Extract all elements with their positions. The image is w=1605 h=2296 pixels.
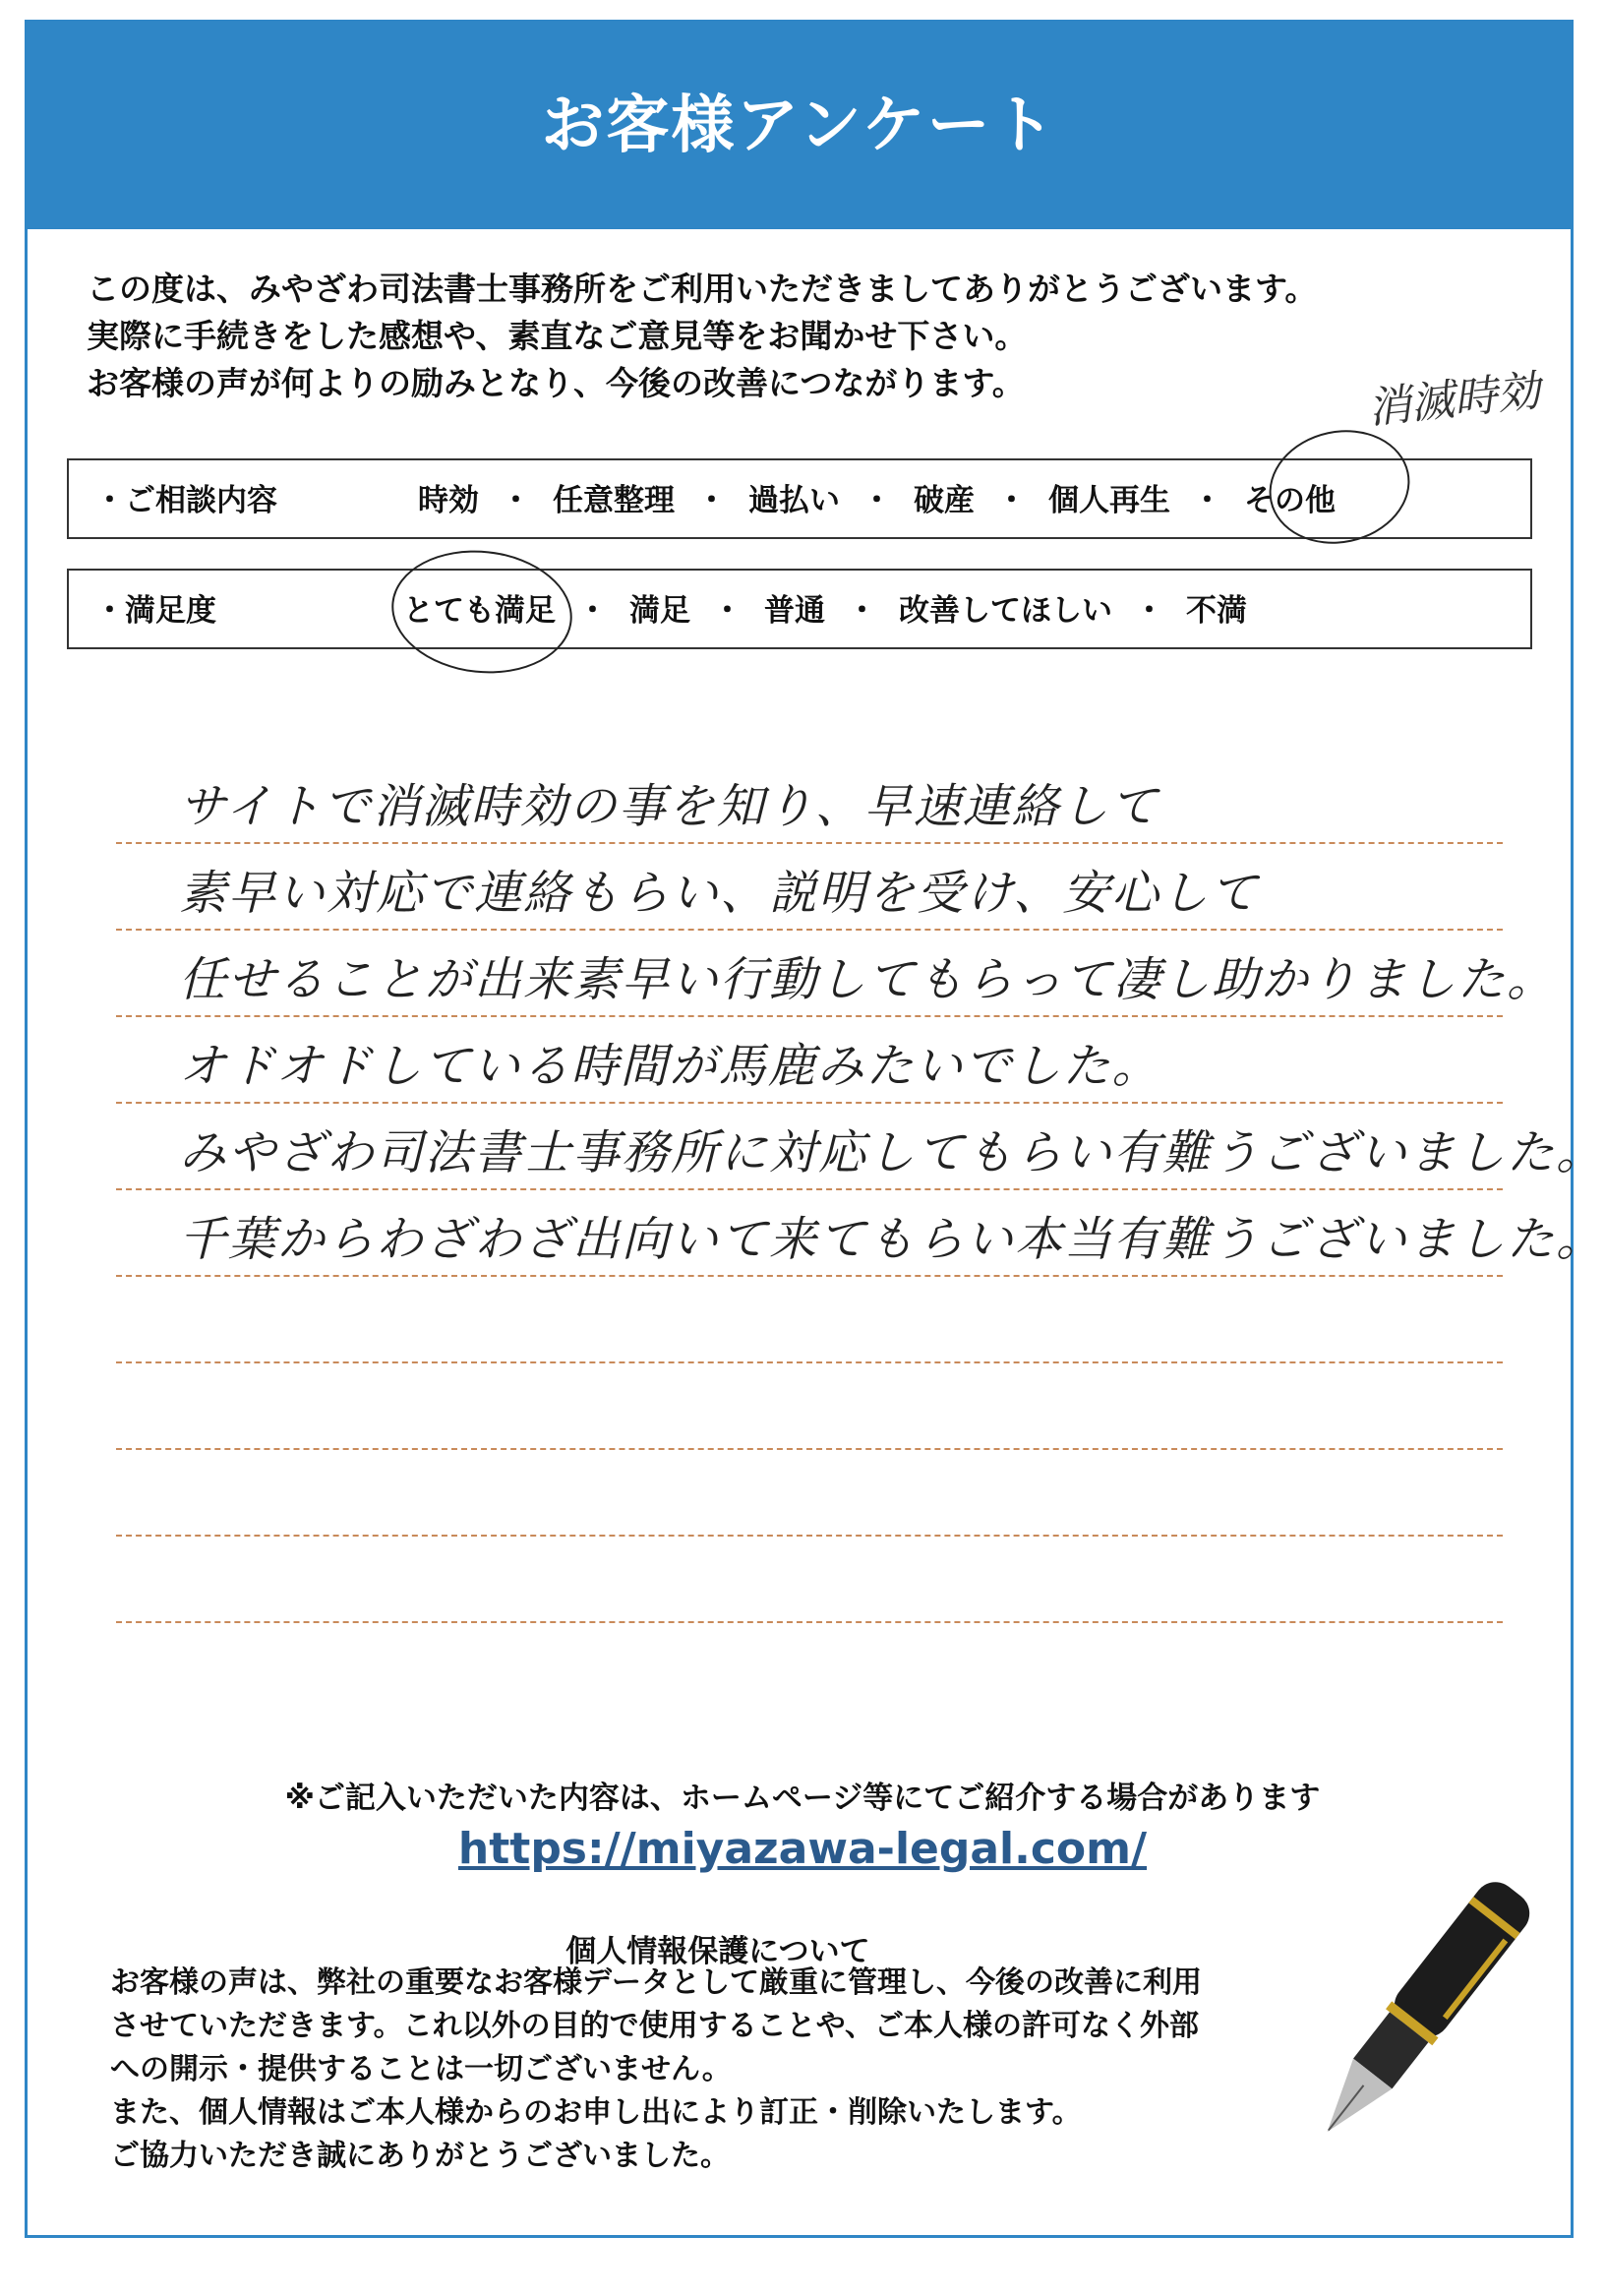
privacy-title: 個人情報保護について [565, 1934, 870, 1969]
consult-label: ・ご相談内容 [94, 483, 277, 518]
privacy-line: また、個人情報はご本人様からのお申し出により訂正・削除いたします。 [110, 2095, 1082, 2130]
satisfaction-option-want-improvement[interactable]: 改善してほしい [899, 593, 1112, 629]
comment-line [116, 1277, 1503, 1363]
privacy-line: への開示・提供することは一切ございません。 [110, 2052, 732, 2086]
handwritten-comment: 千葉からわざわざ出向いて来てもらい本当有難うございました。 [179, 1212, 1605, 1267]
intro-text [87, 266, 1522, 407]
privacy-line: させていただきます。これ以外の目的で使用することや、ご本人様の許可なく外部 [110, 2009, 1199, 2043]
comment-line [116, 1104, 1605, 1190]
intro-line: この度は、みやざわ司法書士事務所をご利用いただきましてありがとうございます。 [87, 270, 1318, 308]
consult-option-kabarai[interactable]: 過払い [748, 483, 840, 518]
handwritten-comment: サイトで消滅時効の事を知り、早速連絡して [179, 779, 1159, 834]
consult-option-kojin-saisei[interactable]: 個人再生 [1048, 483, 1170, 518]
satisfaction-option-satisfied[interactable]: 満足 [629, 593, 690, 629]
comment-line [116, 1450, 1503, 1537]
comment-line [116, 844, 1503, 931]
handwritten-comment: オドオドしている時間が馬鹿みたいでした。 [179, 1039, 1161, 1094]
fountain-pen-icon [1298, 1849, 1544, 2174]
satisfaction-option-very-satisfied[interactable]: とても満足 [403, 593, 556, 629]
handwritten-comment: 素早い対応で連絡もらい、説明を受け、安心して [179, 866, 1260, 921]
satisfaction-label: ・満足度 [94, 593, 216, 629]
comment-line [116, 1537, 1503, 1623]
consult-option-nini-seiri[interactable]: 任意整理 [553, 483, 675, 518]
consult-option-sonota[interactable]: その他 [1244, 483, 1336, 518]
satisfaction-option-dissatisfied[interactable]: 不満 [1186, 593, 1247, 629]
privacy-text [110, 1962, 1339, 2178]
page-title: お客様アンケート [28, 23, 1571, 229]
comment-area [116, 757, 1605, 1623]
comment-line [116, 1363, 1503, 1450]
handwritten-comment: 任せることが出来素早い行動してもらって凄し助かりました。 [179, 952, 1557, 1007]
consult-options: 時効 ・ 任意整理 ・ 過払い ・ 破産 ・ 個人再生 ・ その他 [418, 460, 1530, 541]
website-link[interactable]: https://miyazawa-legal.com/ [457, 1824, 1148, 1874]
privacy-line: ご協力いただき誠にありがとうございました。 [110, 2139, 730, 2173]
consult-option-jikou[interactable]: 時効 [418, 483, 479, 518]
consult-option-hasan[interactable]: 破産 [914, 483, 975, 518]
satisfaction-options: とても満足 ・ 満足 ・ 普通 ・ 改善してほしい ・ 不満 [403, 571, 1530, 651]
intro-line: お客様の声が何よりの励みとなり、今後の改善につながります。 [87, 364, 1025, 402]
intro-line: 実際に手続きをした感想や、素直なご意見等をお聞かせ下さい。 [87, 317, 1028, 355]
privacy-line: お客様の声は、弊社の重要なお客様データとして厳重に管理し、今後の改善に利用 [110, 1965, 1202, 2000]
comment-line [116, 1017, 1503, 1104]
satisfaction-option-normal[interactable]: 普通 [764, 593, 825, 629]
handwritten-comment: みやざわ司法書士事務所に対応してもらい有難うございました。 [179, 1125, 1605, 1180]
handwritten-consult-note: 消滅時効 [1365, 365, 1543, 435]
publication-notice: ※ご記入いただいた内容は、ホームページ等にてご紹介する場合があります [284, 1781, 1321, 1816]
satisfaction-box [67, 569, 1532, 649]
comment-line [116, 931, 1557, 1017]
comment-line [116, 1190, 1605, 1277]
comment-line [116, 757, 1503, 844]
